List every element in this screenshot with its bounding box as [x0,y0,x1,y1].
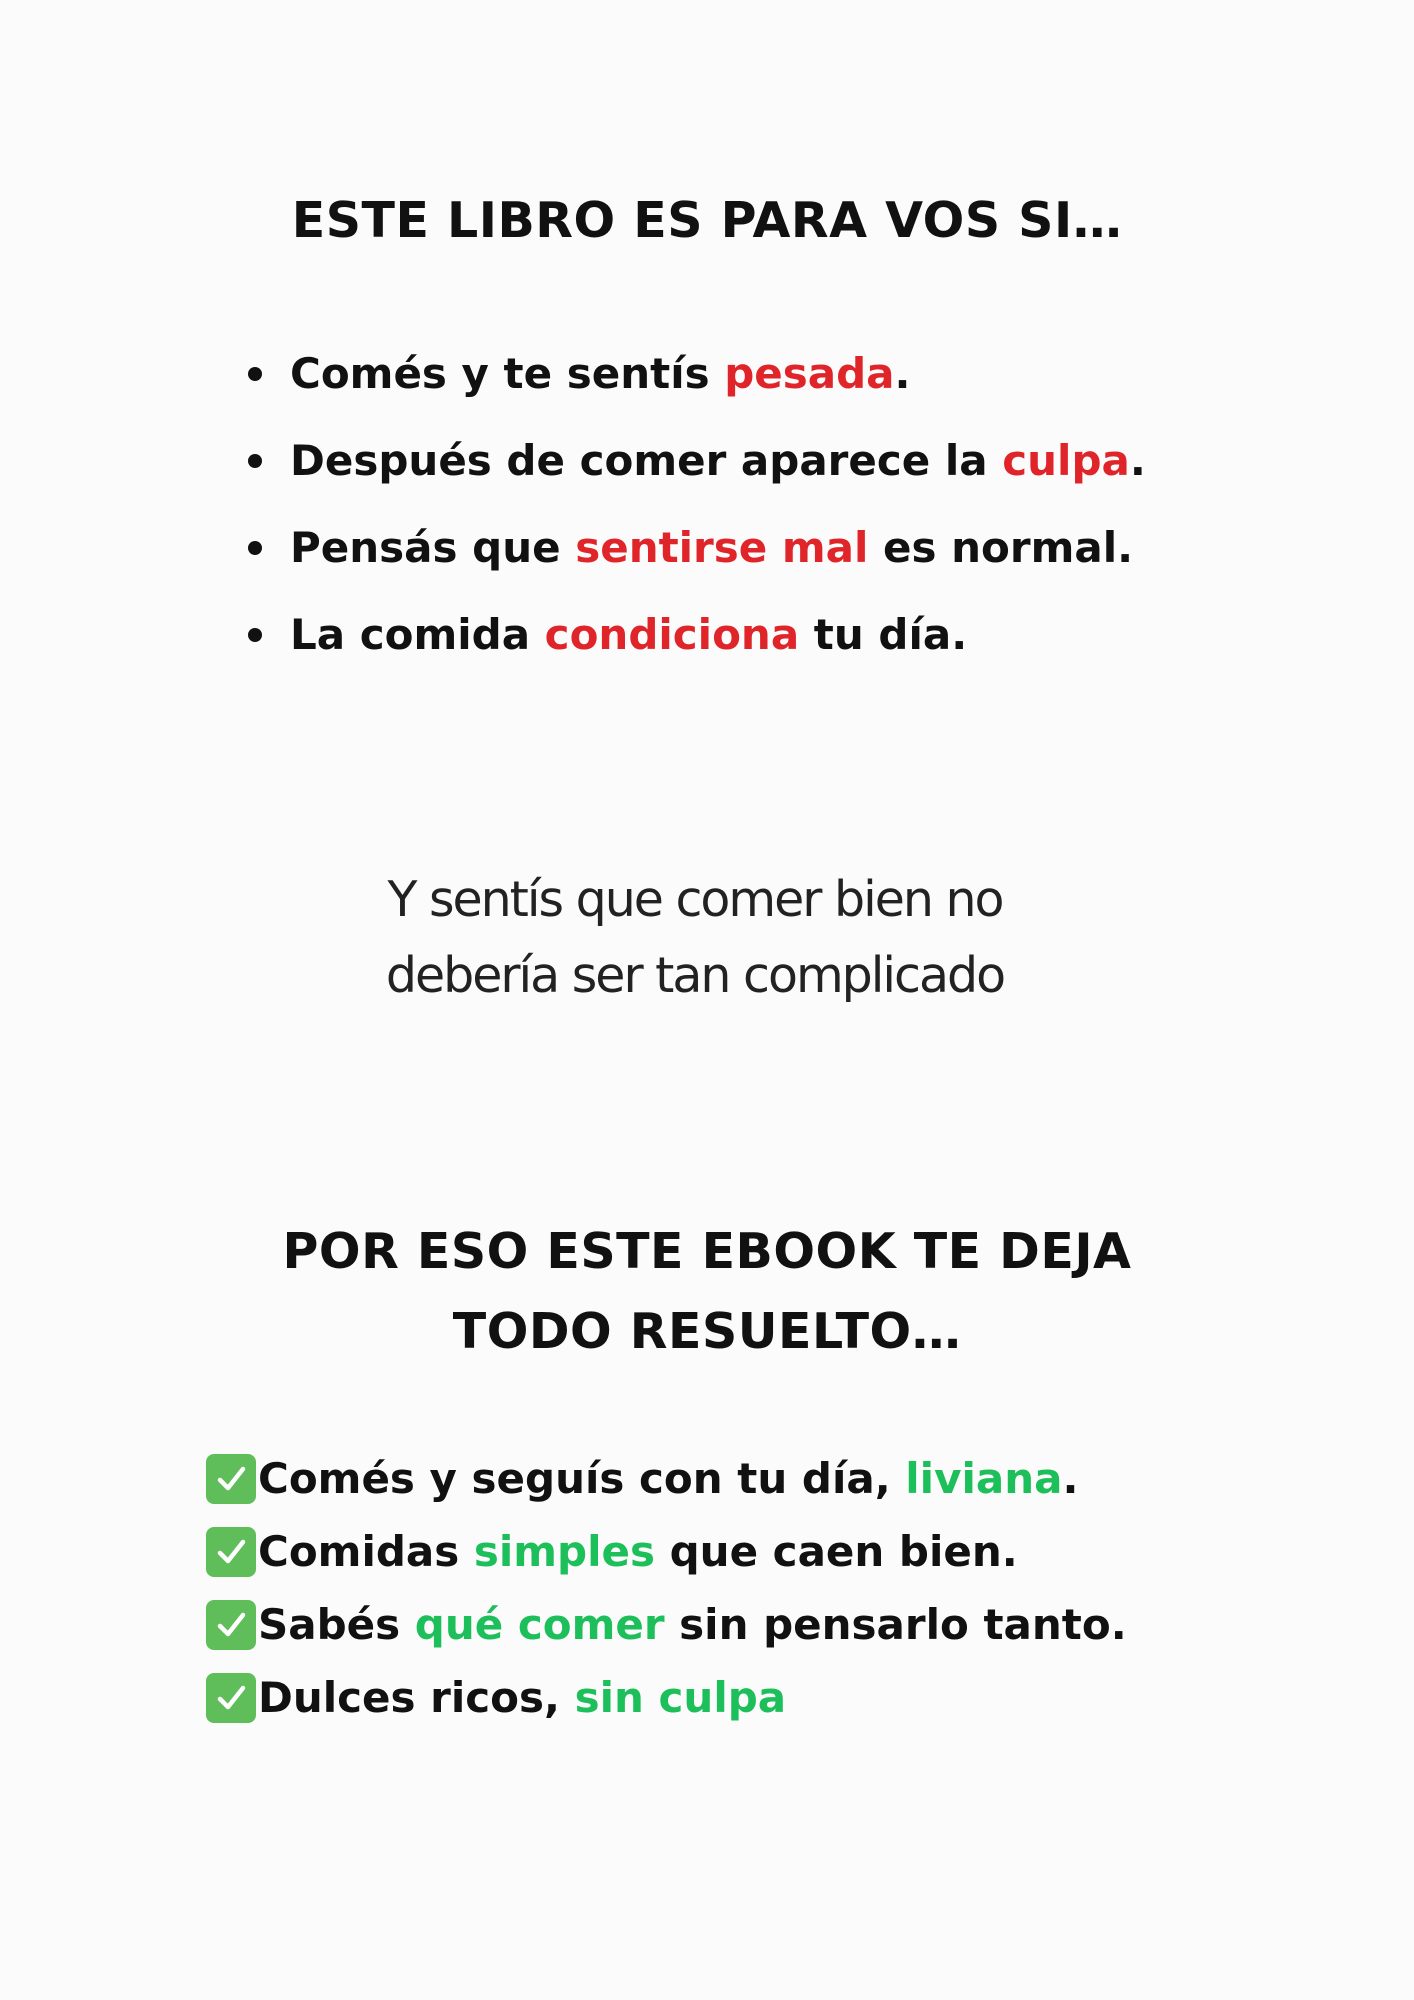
pain-point-text [290,436,1146,485]
subtext-line-2: debería ser tan complicado [385,947,1005,1004]
benefit-text [258,1600,1127,1649]
pain-point-item [248,504,1146,591]
bullet-dot-icon [248,541,262,555]
pain-point-text [290,349,910,398]
benefit-highlight: sin culpa [574,1673,787,1722]
benefit-text-before: Comidas [258,1527,474,1576]
pain-point-text-after: es normal. [868,523,1134,572]
benefit-item [206,1515,1127,1588]
pain-point-text-after: . [1129,436,1146,485]
subtext-line-1: Y sentís que comer bien no [387,871,1003,928]
benefit-item [206,1661,1127,1734]
benefit-text [258,1454,1078,1503]
benefit-text [258,1527,1018,1576]
bullet-dot-icon [248,628,262,642]
bullet-dot-icon [248,454,262,468]
benefit-text-before: Sabés [258,1600,415,1649]
benefit-highlight: qué comer [414,1600,665,1649]
pain-point-highlight: condiciona [544,610,800,659]
pain-point-item [248,591,1146,678]
benefit-text-after: sin pensarlo tanto. [664,1600,1127,1649]
bullet-dot-icon [248,367,262,381]
heading-este-libro: ESTE LIBRO ES PARA VOS SI… [291,192,1123,249]
benefit-highlight: liviana [905,1454,1063,1503]
benefit-text-before: Comés y seguís con tu día, [258,1454,906,1503]
pain-point-item [248,417,1146,504]
pain-point-text-after: tu día. [799,610,968,659]
check-mark-icon [206,1673,256,1723]
benefit-text-after: . [1062,1454,1079,1503]
subtext-paragraph [0,862,1414,1014]
check-mark-icon [206,1527,256,1577]
pain-point-text-before: Después de comer aparece la [290,436,1003,485]
pain-point-highlight: pesada [724,349,895,398]
benefit-text [258,1673,786,1722]
benefit-item [206,1588,1127,1661]
pain-point-text-before: La comida [290,610,545,659]
check-mark-icon [206,1600,256,1650]
benefit-text-before: Dulces ricos, [258,1673,575,1722]
check-mark-icon [206,1454,256,1504]
pain-point-highlight: culpa [1002,436,1130,485]
pain-point-text [290,610,967,659]
benefits-list [206,1442,1127,1734]
pain-points-list [248,330,1146,678]
pain-point-text [290,523,1133,572]
heading-por-eso-line-2: TODO RESUELTO… [452,1303,962,1360]
pain-point-item [248,330,1146,417]
heading-por-eso [0,1212,1414,1372]
pain-point-text-before: Comés y te sentís [290,349,725,398]
pain-point-text-after: . [894,349,911,398]
benefit-highlight: simples [473,1527,655,1576]
benefit-text-after: que caen bien. [654,1527,1018,1576]
pain-point-text-before: Pensás que [290,523,576,572]
pain-point-highlight: sentirse mal [575,523,869,572]
benefit-item [206,1442,1127,1515]
heading-por-eso-line-1: POR ESO ESTE EBOOK TE DEJA [282,1223,1132,1280]
